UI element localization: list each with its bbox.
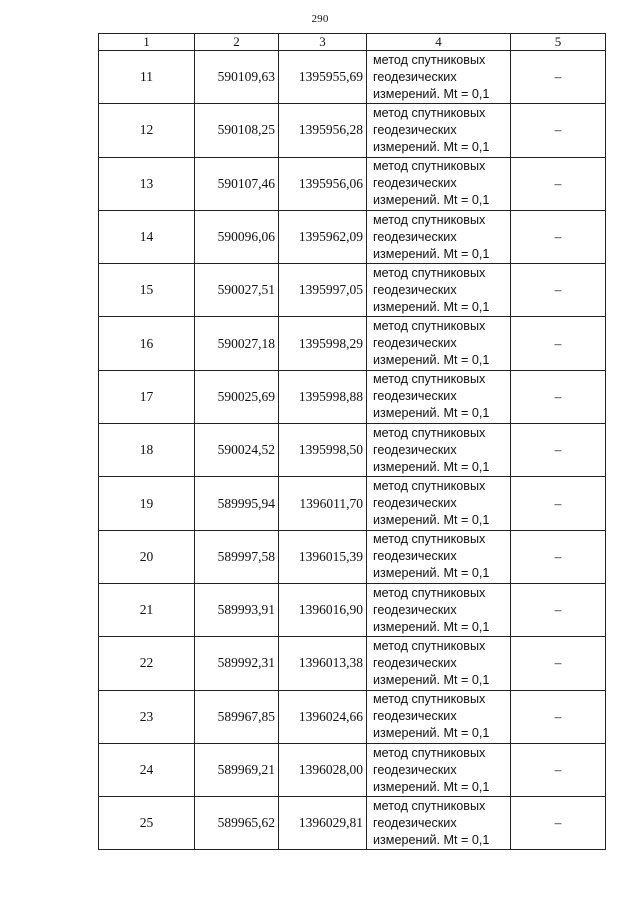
table-row: [99, 370, 606, 423]
note-cell: –: [511, 690, 606, 743]
note-cell: –: [511, 743, 606, 796]
y-coordinate-cell: 1396016,90: [279, 583, 367, 636]
point-number-cell: 17: [99, 370, 195, 423]
method-line: метод спутниковых: [373, 692, 486, 707]
method-line: измерений. Mt = 0,1: [373, 513, 490, 528]
y-coordinate-cell: 1395955,69: [279, 51, 367, 104]
table-row: [99, 264, 606, 317]
method-line: измерений. Mt = 0,1: [373, 299, 490, 314]
method-line: геодезических: [373, 176, 457, 191]
method-line: геодезических: [373, 709, 457, 724]
y-coordinate-cell: 1396015,39: [279, 530, 367, 583]
method-cell: [367, 104, 511, 157]
method-line: измерений. Mt = 0,1: [373, 832, 490, 847]
y-coordinate-cell: 1395956,28: [279, 104, 367, 157]
x-coordinate-cell: 590025,69: [195, 370, 279, 423]
table-row: [99, 317, 606, 370]
page-number: 290: [311, 13, 329, 25]
point-number-cell: 23: [99, 690, 195, 743]
x-coordinate-cell: 590027,51: [195, 264, 279, 317]
column-header-1: 1: [99, 34, 195, 51]
table-row: [99, 104, 606, 157]
method-line: измерений. Mt = 0,1: [373, 353, 490, 368]
column-header-2: 2: [195, 34, 279, 51]
note-cell: –: [511, 264, 606, 317]
column-header-5: 5: [511, 34, 606, 51]
table-body: [99, 51, 606, 850]
method-line: измерений. Mt = 0,1: [373, 779, 490, 794]
point-number-cell: 11: [99, 51, 195, 104]
method-line: измерений. Mt = 0,1: [373, 86, 490, 101]
method-line: геодезических: [373, 815, 457, 830]
note-cell: –: [511, 424, 606, 477]
point-number-cell: 16: [99, 317, 195, 370]
note-cell: –: [511, 797, 606, 850]
method-line: геодезических: [373, 336, 457, 351]
method-line: геодезических: [373, 229, 457, 244]
method-cell: [367, 424, 511, 477]
method-line: метод спутниковых: [373, 425, 486, 440]
y-coordinate-cell: 1395962,09: [279, 210, 367, 263]
table-row: [99, 157, 606, 210]
method-line: метод спутниковых: [373, 798, 486, 813]
method-line: метод спутниковых: [373, 745, 486, 760]
method-cell: [367, 477, 511, 530]
y-coordinate-cell: 1395956,06: [279, 157, 367, 210]
note-cell: –: [511, 530, 606, 583]
method-cell: [367, 743, 511, 796]
method-line: метод спутниковых: [373, 105, 486, 120]
method-line: измерений. Mt = 0,1: [373, 619, 490, 634]
x-coordinate-cell: 590027,18: [195, 317, 279, 370]
y-coordinate-cell: 1395997,05: [279, 264, 367, 317]
column-header-3: 3: [279, 34, 367, 51]
method-line: измерений. Mt = 0,1: [373, 246, 490, 261]
method-line: геодезических: [373, 69, 457, 84]
method-line: геодезических: [373, 122, 457, 137]
table-row: [99, 690, 606, 743]
method-line: измерений. Mt = 0,1: [373, 726, 490, 741]
x-coordinate-cell: 590108,25: [195, 104, 279, 157]
method-cell: [367, 157, 511, 210]
note-cell: –: [511, 317, 606, 370]
method-line: геодезических: [373, 655, 457, 670]
method-line: измерений. Mt = 0,1: [373, 459, 490, 474]
x-coordinate-cell: 589993,91: [195, 583, 279, 636]
x-coordinate-cell: 589992,31: [195, 637, 279, 690]
point-number-cell: 15: [99, 264, 195, 317]
x-coordinate-cell: 590024,52: [195, 424, 279, 477]
method-line: метод спутниковых: [373, 212, 486, 227]
y-coordinate-cell: 1396024,66: [279, 690, 367, 743]
method-line: измерений. Mt = 0,1: [373, 672, 490, 687]
point-number-cell: 25: [99, 797, 195, 850]
y-coordinate-cell: 1395998,88: [279, 370, 367, 423]
method-line: геодезических: [373, 496, 457, 511]
table-row: [99, 530, 606, 583]
table-row: [99, 637, 606, 690]
x-coordinate-cell: 589969,21: [195, 743, 279, 796]
y-coordinate-cell: 1396029,81: [279, 797, 367, 850]
x-coordinate-cell: 589967,85: [195, 690, 279, 743]
method-line: измерений. Mt = 0,1: [373, 139, 490, 154]
column-header-4: 4: [367, 34, 511, 51]
method-line: метод спутниковых: [373, 372, 486, 387]
method-line: метод спутниковых: [373, 52, 486, 67]
method-cell: [367, 51, 511, 104]
method-cell: [367, 583, 511, 636]
table-row: [99, 210, 606, 263]
method-line: геодезических: [373, 602, 457, 617]
note-cell: –: [511, 583, 606, 636]
method-cell: [367, 690, 511, 743]
point-number-cell: 14: [99, 210, 195, 263]
table-row: [99, 583, 606, 636]
table-row: [99, 797, 606, 850]
method-line: метод спутниковых: [373, 159, 486, 174]
y-coordinate-cell: 1396028,00: [279, 743, 367, 796]
point-number-cell: 12: [99, 104, 195, 157]
x-coordinate-cell: 590096,06: [195, 210, 279, 263]
method-line: геодезических: [373, 282, 457, 297]
method-cell: [367, 370, 511, 423]
method-line: измерений. Mt = 0,1: [373, 193, 490, 208]
y-coordinate-cell: 1396013,38: [279, 637, 367, 690]
x-coordinate-cell: 589995,94: [195, 477, 279, 530]
method-cell: [367, 317, 511, 370]
note-cell: –: [511, 51, 606, 104]
note-cell: –: [511, 477, 606, 530]
method-line: метод спутниковых: [373, 638, 486, 653]
table-row: [99, 477, 606, 530]
method-line: геодезических: [373, 389, 457, 404]
note-cell: –: [511, 370, 606, 423]
table-row: [99, 424, 606, 477]
method-line: геодезических: [373, 549, 457, 564]
note-cell: –: [511, 210, 606, 263]
table-row: [99, 743, 606, 796]
coordinates-table: [98, 33, 606, 850]
method-line: метод спутниковых: [373, 532, 486, 547]
point-number-cell: 21: [99, 583, 195, 636]
y-coordinate-cell: 1395998,50: [279, 424, 367, 477]
note-cell: –: [511, 157, 606, 210]
y-coordinate-cell: 1396011,70: [279, 477, 367, 530]
point-number-cell: 24: [99, 743, 195, 796]
method-line: метод спутниковых: [373, 585, 486, 600]
method-cell: [367, 797, 511, 850]
method-line: геодезических: [373, 442, 457, 457]
method-cell: [367, 210, 511, 263]
x-coordinate-cell: 589997,58: [195, 530, 279, 583]
method-line: измерений. Mt = 0,1: [373, 566, 490, 581]
method-cell: [367, 530, 511, 583]
point-number-cell: 18: [99, 424, 195, 477]
method-cell: [367, 637, 511, 690]
y-coordinate-cell: 1395998,29: [279, 317, 367, 370]
note-cell: –: [511, 637, 606, 690]
point-number-cell: 13: [99, 157, 195, 210]
method-line: геодезических: [373, 762, 457, 777]
table-row: [99, 51, 606, 104]
note-cell: –: [511, 104, 606, 157]
method-cell: [367, 264, 511, 317]
x-coordinate-cell: 590109,63: [195, 51, 279, 104]
method-line: метод спутниковых: [373, 479, 486, 494]
x-coordinate-cell: 589965,62: [195, 797, 279, 850]
point-number-cell: 22: [99, 637, 195, 690]
method-line: метод спутниковых: [373, 265, 486, 280]
x-coordinate-cell: 590107,46: [195, 157, 279, 210]
table-header-row: [99, 34, 606, 51]
method-line: измерений. Mt = 0,1: [373, 406, 490, 421]
point-number-cell: 20: [99, 530, 195, 583]
method-line: метод спутниковых: [373, 319, 486, 334]
point-number-cell: 19: [99, 477, 195, 530]
